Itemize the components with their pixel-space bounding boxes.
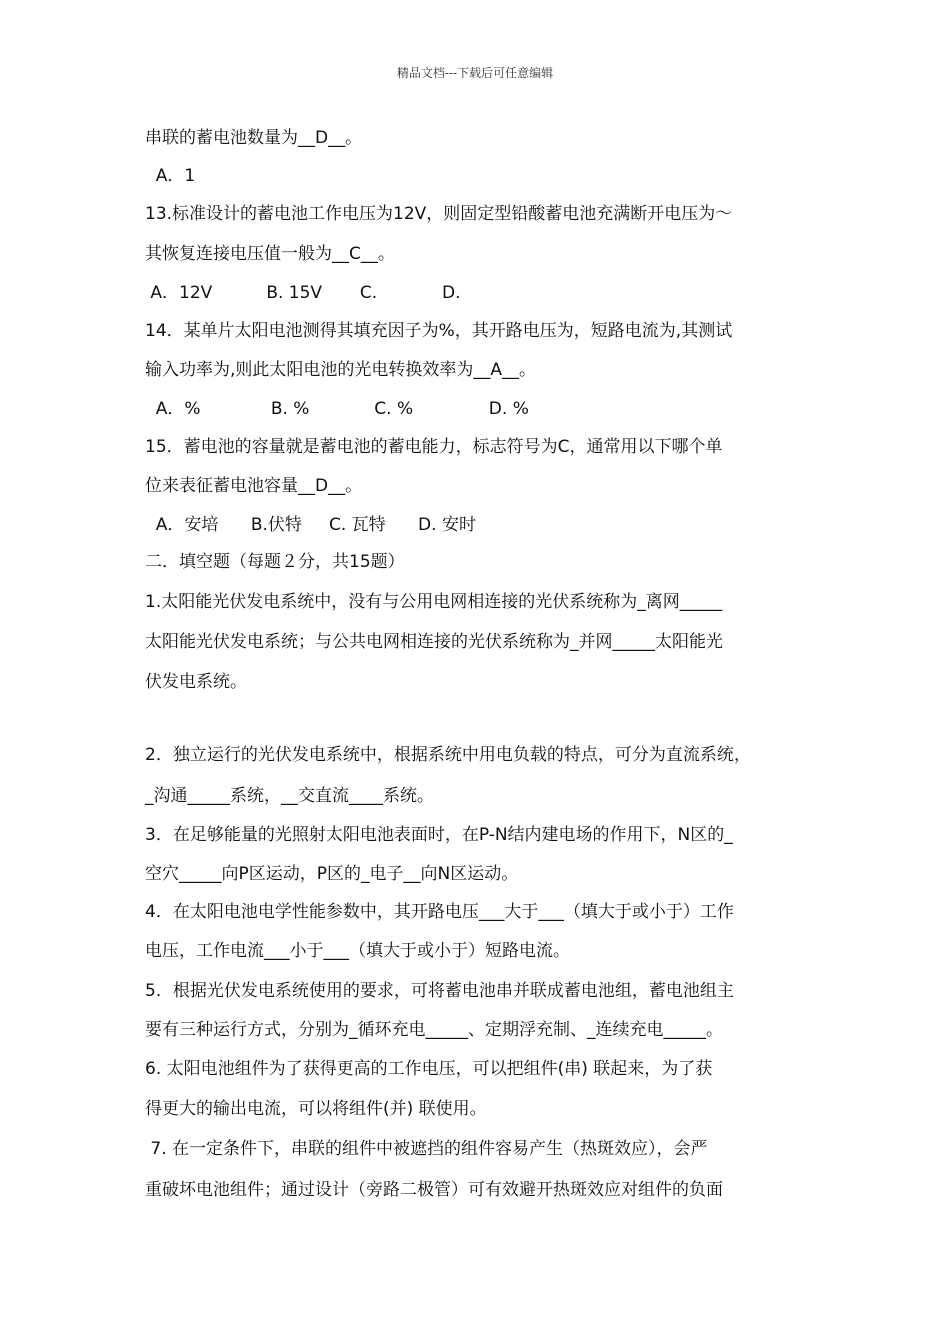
text-line: 7. 在一定条件下，串联的组件中被遮挡的组件容易产生（热斑效应），会严	[145, 1139, 708, 1159]
text-line: 4．在太阳电池电学性能参数中，其开路电压___大于___（填大于或小于）工作	[145, 902, 734, 922]
text-line: 串联的蓄电池数量为__D__。	[145, 128, 363, 148]
text-line: 位来表征蓄电池容量__D__。	[145, 476, 363, 496]
text-line: 伏发电系统。	[145, 672, 247, 692]
text-line: A．% B. % C. % D. %	[145, 399, 529, 419]
text-line: A．安培 B.伏特 C. 瓦特 D. 安时	[145, 515, 476, 535]
text-line: 太阳能光伏发电系统；与公共电网相连接的光伏系统称为_并网_____太阳能光	[145, 632, 723, 652]
page-header: 精品文档---下载后可任意编辑	[396, 66, 554, 80]
text-line: _沟通_____系统，__交直流____系统。	[145, 786, 434, 806]
text-line: 输入功率为,则此太阳电池的光电转换效率为__A__。	[145, 360, 537, 380]
text-line: 其恢复连接电压值一般为__C__。	[145, 244, 395, 264]
text-line: 13.标准设计的蓄电池工作电压为12V，则固定型铅酸蓄电池充满断开电压为～	[145, 204, 733, 224]
text-line: 15．蓄电池的容量就是蓄电池的蓄电能力，标志符号为C，通常用以下哪个单	[145, 437, 723, 457]
text-line: 1.太阳能光伏发电系统中，没有与公用电网相连接的光伏系统称为_离网_____	[145, 592, 723, 612]
text-line: 5．根据光伏发电系统使用的要求，可将蓄电池串并联成蓄电池组，蓄电池组主	[145, 981, 734, 1001]
text-line: 14．某单片太阳电池测得其填充因子为%，其开路电压为，短路电流为,其测试	[145, 321, 733, 341]
text-line: A．1	[145, 166, 196, 186]
text-line: 空穴_____向P区运动，P区的_电子__向N区运动。	[145, 864, 519, 884]
text-line: 2．独立运行的光伏发电系统中，根据系统中用电负载的特点，可分为直流系统，	[145, 745, 751, 765]
text-line: 重破坏电池组件；通过设计（旁路二极管）可有效避开热斑效应对组件的负面	[145, 1180, 723, 1200]
text-line: 3．在足够能量的光照射太阳电池表面时，在P-N结内建电场的作用下，N区的_	[145, 825, 733, 845]
text-line: 要有三种运行方式，分别为_循环充电_____、定期浮充制、_连续充电_____。	[145, 1020, 723, 1040]
section-heading: 二．填空题（每题２分，共15题）	[145, 552, 405, 572]
text-line: A．12V B. 15V C. D.	[145, 283, 461, 303]
text-line: 6. 太阳电池组件为了获得更高的工作电压，可以把组件(串) 联起来，为了获	[145, 1059, 713, 1079]
text-line: 电压，工作电流___小于___（填大于或小于）短路电流。	[145, 941, 570, 961]
text-line: 得更大的输出电流，可以将组件(并) 联使用。	[145, 1099, 487, 1119]
